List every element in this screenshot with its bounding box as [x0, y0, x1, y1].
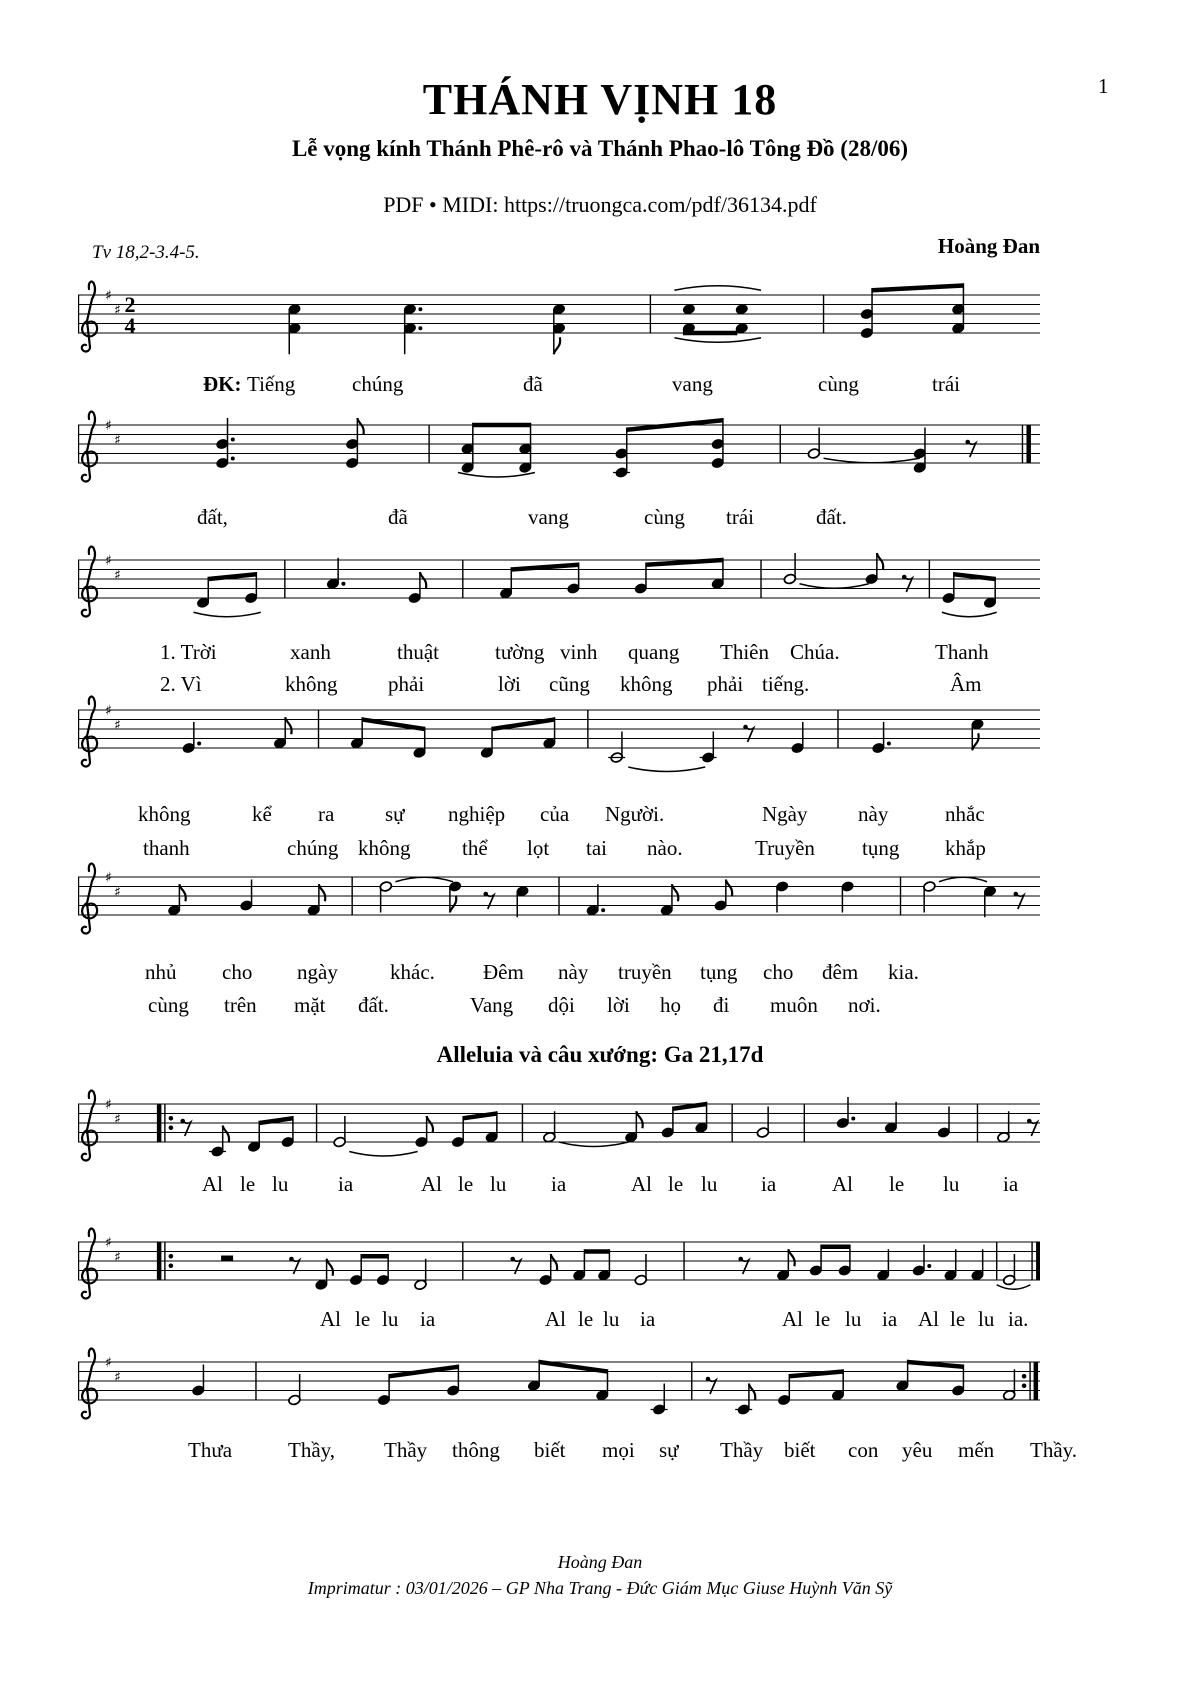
lyric-word: đất.: [816, 505, 847, 529]
lyric-word: lu: [978, 1307, 995, 1331]
lyric-word: lu: [382, 1307, 399, 1331]
lyric-word: biết: [534, 1438, 566, 1462]
sharp-icon: ♯: [105, 418, 112, 434]
lyric-word: của: [540, 802, 570, 826]
lyric-word: không: [138, 802, 191, 826]
lyric-word: đã: [523, 372, 543, 396]
lyric-word: lu: [490, 1172, 507, 1196]
lyric-word: cũng: [549, 672, 590, 696]
page-number: 1: [1098, 74, 1109, 98]
lyric-word: mọi: [602, 1438, 635, 1462]
lyric-word: tụng: [700, 960, 738, 984]
lyric-word: cùng: [818, 372, 859, 396]
lyric-word: Al: [782, 1307, 803, 1331]
lyric-word: thể: [462, 836, 488, 860]
treble-clef-icon: [82, 1229, 97, 1299]
lyric-word: le: [578, 1307, 594, 1331]
lyric-word: muôn: [770, 993, 818, 1017]
lyric-word: vang: [528, 505, 569, 529]
lyric-word: sự: [659, 1438, 679, 1462]
sharp-icon: ♯: [114, 717, 121, 734]
lyric-word: lu: [272, 1172, 289, 1196]
lyric-word: không: [285, 672, 338, 696]
lyric-word: nơi.: [848, 993, 881, 1017]
lyric-word: ia: [882, 1307, 898, 1331]
lyric-word: Al: [832, 1172, 853, 1196]
lyric-word: le: [815, 1307, 831, 1331]
lyric-word: ĐK:: [203, 372, 242, 396]
lyric-word: không: [620, 672, 673, 696]
lyric-word: đất.: [358, 993, 389, 1017]
lyric-word: biết: [784, 1438, 816, 1462]
lyric-word: Truyền: [755, 836, 815, 860]
lyric-word: Thanh: [935, 640, 989, 664]
lyric-word: lu: [603, 1307, 620, 1331]
composer-name: Hoàng Đan: [937, 234, 1040, 258]
lyric-word: Thầy,: [288, 1438, 336, 1462]
lyric-word: cho: [763, 960, 794, 984]
page-title: THÁNH VỊNH 18: [422, 75, 778, 124]
lyric-word: ngày: [297, 960, 338, 984]
lyric-word: ia: [640, 1307, 656, 1331]
lyric-word: chúng: [352, 372, 404, 396]
sharp-icon: ♯: [114, 1249, 121, 1266]
lyric-word: lời: [607, 993, 630, 1017]
lyric-word: Vang: [470, 993, 514, 1017]
lyric-word: cùng: [644, 505, 685, 529]
lyric-word: le: [458, 1172, 474, 1196]
lyric-word: ra: [318, 802, 335, 826]
lyric-word: Chúa.: [790, 640, 840, 664]
lyric-word: Al: [545, 1307, 566, 1331]
lyric-word: Âm: [950, 672, 982, 696]
lyric-word: nghiệp: [448, 802, 506, 826]
music-system-3: [78, 520, 1040, 650]
lyric-word: nào.: [647, 836, 683, 860]
svg-text:2: 2: [124, 292, 136, 317]
lyric-word: ia: [551, 1172, 567, 1196]
lyric-word: họ: [660, 993, 681, 1017]
svg-text:4: 4: [124, 313, 136, 338]
lyric-word: trên: [224, 993, 257, 1017]
lyric-word: tụng: [862, 836, 900, 860]
lyric-word: lu: [943, 1172, 960, 1196]
lyric-word: Al: [202, 1172, 223, 1196]
lyric-word: Al: [918, 1307, 939, 1331]
lyric-word: Tiếng: [247, 372, 296, 396]
lyric-word: Ngày: [762, 802, 808, 826]
page-subtitle: Lễ vọng kính Thánh Phê-rô và Thánh Phao-lô Tông Đồ (28/06): [291, 136, 909, 161]
lyric-word: dội: [548, 993, 575, 1017]
lyric-word: 1. Trời: [160, 640, 217, 664]
lyric-word: le: [889, 1172, 905, 1196]
footer-imprimatur: Imprimatur : 03/01/2026 – GP Nha Trang - Đức Giám Mục Giuse Huỳnh Văn Sỹ: [307, 1578, 893, 1598]
lyric-word: khắp: [945, 836, 986, 860]
lyric-word: đêm: [822, 960, 859, 984]
lyric-word: mặt: [294, 993, 326, 1017]
sharp-icon: ♯: [105, 1355, 112, 1371]
lyric-word: đi: [713, 993, 730, 1017]
lyric-word: Thầy.: [1030, 1438, 1078, 1462]
lyric-word: Thiên: [720, 640, 769, 664]
treble-clef-icon: [82, 697, 97, 767]
lyric-word: con: [848, 1438, 879, 1462]
lyric-word: yêu: [902, 1438, 933, 1462]
sharp-icon: ♯: [114, 432, 121, 449]
lyric-word: Người.: [605, 802, 665, 826]
lyric-word: phải: [388, 672, 425, 696]
lyric-word: không: [358, 836, 411, 860]
lyric-word: tường: [495, 640, 545, 664]
lyric-word: tiếng.: [762, 672, 810, 696]
sharp-icon: ♯: [114, 1369, 121, 1386]
lyric-word: xanh: [290, 640, 331, 664]
treble-clef-icon: [82, 1091, 97, 1161]
lyric-word: tai: [586, 836, 607, 860]
lyric-word: mến: [958, 1438, 995, 1462]
sharp-icon: ♯: [114, 302, 121, 319]
lyric-word: sự: [385, 802, 405, 826]
footer-author: Hoàng Đan: [557, 1552, 643, 1572]
sharp-icon: ♯: [114, 1111, 121, 1128]
sharp-icon: ♯: [105, 1097, 112, 1113]
pdf-midi-link[interactable]: PDF • MIDI: https://truongca.com/pdf/36134.pdf: [383, 192, 817, 217]
lyric-word: Thầy: [384, 1438, 428, 1462]
sharp-icon: ♯: [114, 884, 121, 901]
lyric-word: kia.: [888, 960, 919, 984]
lyric-word: ia: [1003, 1172, 1019, 1196]
lyric-word: 2. Vì: [160, 672, 202, 696]
music-system-1: [78, 255, 1040, 385]
lyric-word: le: [355, 1307, 371, 1331]
treble-clef-icon: [82, 282, 97, 352]
lyric-word: truyền: [618, 960, 672, 984]
lyric-word: cho: [222, 960, 253, 984]
lyric-word: thuật: [397, 640, 439, 664]
lyric-word: vinh: [560, 640, 598, 664]
lyric-word: kể: [252, 802, 272, 826]
music-system-2: [78, 385, 1040, 515]
lyric-word: Đêm: [483, 960, 524, 984]
sharp-icon: ♯: [105, 288, 112, 304]
lyric-word: le: [240, 1172, 256, 1196]
lyric-word: đã: [388, 505, 408, 529]
treble-clef-icon: [82, 1349, 97, 1419]
lyric-word: Thưa: [188, 1438, 233, 1462]
lyric-word: ia: [761, 1172, 777, 1196]
lyric-word: này: [858, 802, 889, 826]
lyric-word: le: [668, 1172, 684, 1196]
lyric-word: cùng: [148, 993, 189, 1017]
lyric-word: ia.: [1008, 1307, 1029, 1331]
lyric-word: vang: [672, 372, 713, 396]
treble-clef-icon: [82, 864, 97, 934]
lyric-word: này: [558, 960, 589, 984]
lyric-word: Al: [421, 1172, 442, 1196]
lyric-word: nhắc: [945, 802, 985, 826]
treble-clef-icon: [82, 547, 97, 617]
alleluia-section-heading: Alleluia và câu xướng: Ga 21,17d: [436, 1042, 764, 1067]
sharp-icon: ♯: [105, 553, 112, 569]
lyric-word: Thầy: [720, 1438, 764, 1462]
sharp-icon: ♯: [105, 703, 112, 719]
lyric-word: lời: [498, 672, 521, 696]
sharp-icon: ♯: [105, 870, 112, 886]
lyric-word: ia: [420, 1307, 436, 1331]
lyric-word: lu: [845, 1307, 862, 1331]
sharp-icon: ♯: [105, 1235, 112, 1251]
lyric-word: lọt: [527, 836, 550, 860]
psalm-reference: Tv 18,2-3.4-5.: [92, 242, 200, 263]
lyric-word: phải: [707, 672, 744, 696]
lyric-word: lu: [701, 1172, 718, 1196]
lyric-word: Al: [320, 1307, 341, 1331]
lyric-word: quang: [628, 640, 680, 664]
lyric-word: nhủ: [145, 960, 177, 984]
treble-clef-icon: [82, 412, 97, 482]
lyric-word: le: [950, 1307, 966, 1331]
lyric-word: đất,: [197, 505, 228, 529]
lyric-word: thanh: [143, 836, 190, 860]
music-system-8: [78, 1322, 1040, 1452]
lyric-word: Al: [631, 1172, 652, 1196]
lyric-word: thông: [452, 1438, 500, 1462]
lyric-word: trái: [726, 505, 754, 529]
lyric-word: khác.: [390, 960, 435, 984]
lyric-word: ia: [338, 1172, 354, 1196]
sharp-icon: ♯: [114, 567, 121, 584]
lyric-word: chúng: [287, 836, 339, 860]
lyric-word: trái: [932, 372, 960, 396]
